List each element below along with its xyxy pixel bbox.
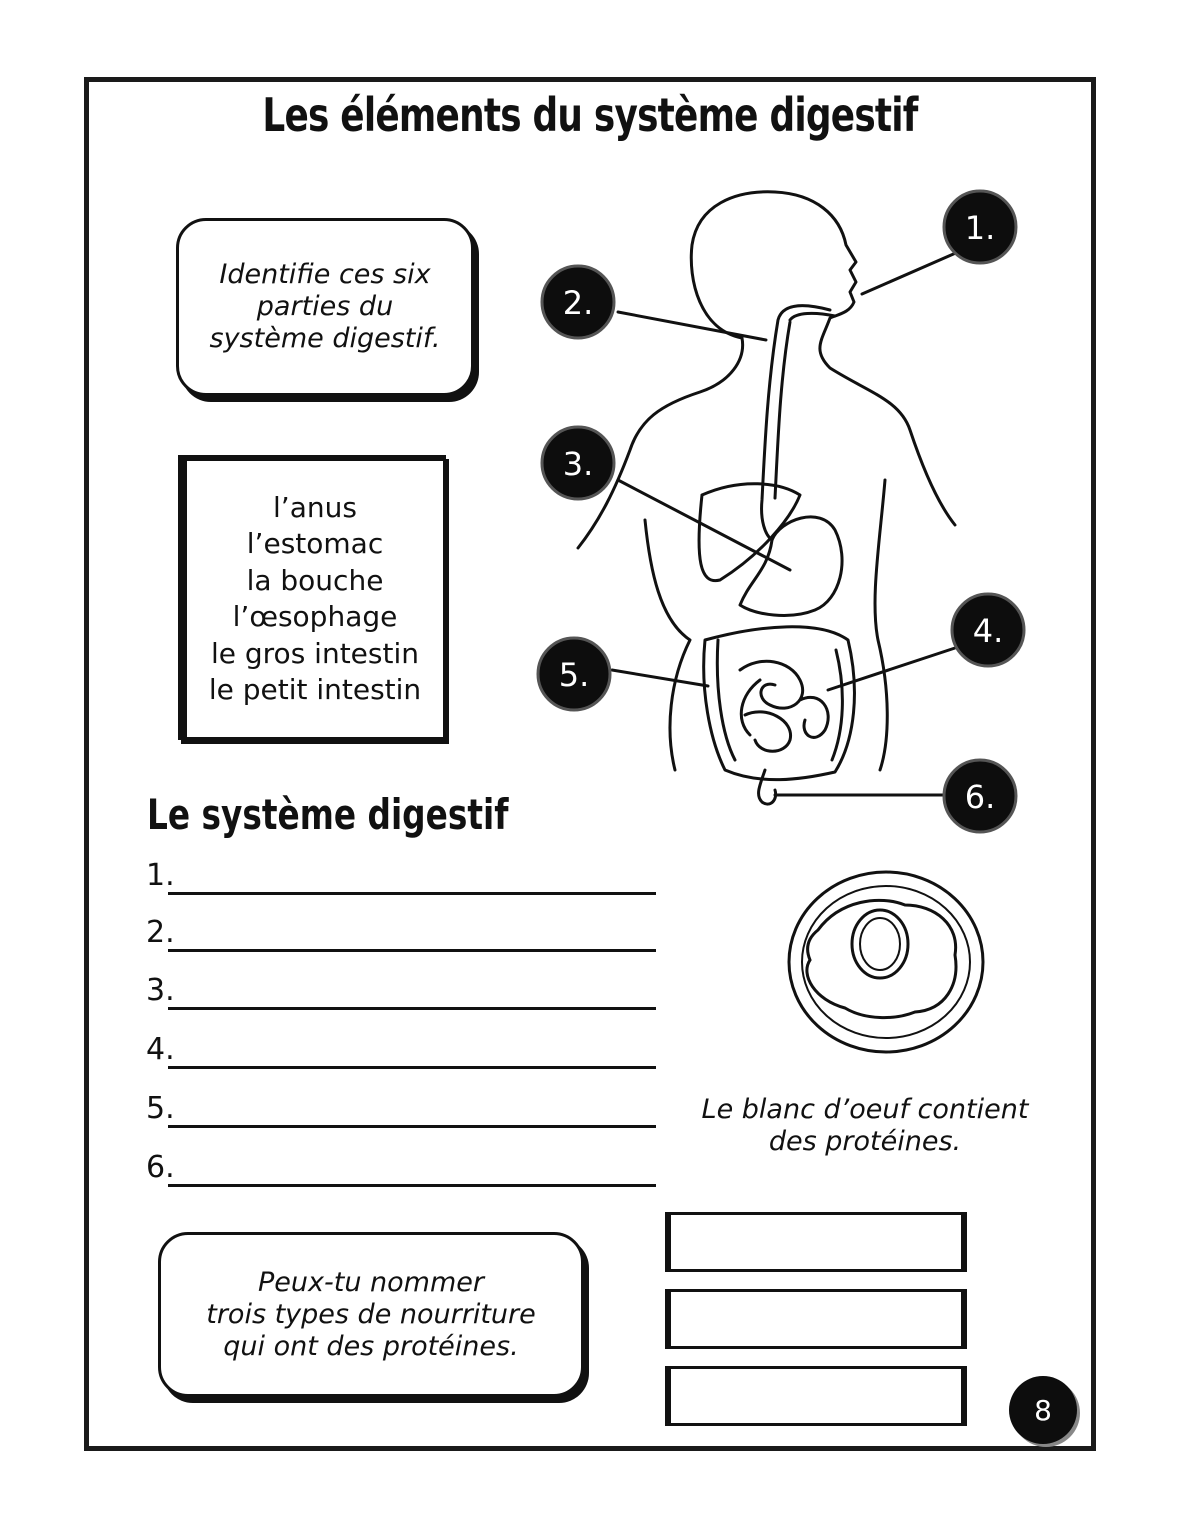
page-number: 8 (1009, 1376, 1077, 1444)
egg-caption-line: des protéines. (768, 1126, 962, 1157)
answer-row-5 (146, 1088, 656, 1128)
answer-number: 1. (146, 858, 175, 893)
small-intestine (740, 661, 828, 751)
answers-heading: Le système digestif (147, 790, 509, 839)
egg-caption-line: Le blanc d’oeuf contient (701, 1094, 1029, 1125)
label-bubble-2 (542, 266, 614, 338)
question-line: trois types de nourriture (206, 1298, 536, 1330)
diagram-label: 1. (964, 209, 996, 247)
answer-number: 5. (146, 1091, 175, 1126)
answer-number: 3. (146, 973, 175, 1008)
answer-row-4 (146, 1029, 656, 1069)
diagram-label: 2. (562, 284, 594, 322)
label-bubble-6 (944, 760, 1016, 832)
body-outline (691, 192, 955, 525)
word-bank-item: l’estomac (246, 527, 384, 560)
answer-line[interactable] (168, 1007, 656, 1010)
answer-line[interactable] (168, 949, 656, 952)
answer-number: 6. (146, 1150, 175, 1185)
page-title: Les éléments du système digestif (262, 88, 918, 142)
egg-plate-illustration (789, 872, 983, 1052)
diagram-label: 5. (558, 656, 590, 694)
word-bank-item: le gros intestin (210, 636, 420, 670)
diagram-label: 6. (964, 778, 996, 816)
question-box (158, 1232, 584, 1397)
instruction-line: système digestif. (209, 323, 441, 354)
label-bubble-4 (952, 594, 1024, 666)
instruction-line: parties du (256, 291, 394, 322)
answer-row-3 (146, 970, 656, 1010)
food-answer-box-3[interactable] (665, 1366, 967, 1426)
food-answer-box-1[interactable] (665, 1212, 967, 1272)
answer-line[interactable] (168, 892, 656, 895)
answer-row-1 (146, 855, 656, 895)
oesophagus (762, 306, 835, 540)
answer-line[interactable] (168, 1066, 656, 1069)
stomach (740, 517, 842, 616)
diagram-label: 3. (562, 445, 594, 483)
instruction-line: Identifie ces six (219, 259, 431, 290)
answer-line[interactable] (168, 1125, 656, 1128)
answer-row-6 (146, 1147, 656, 1187)
word-bank-item: l’œsophage (232, 600, 398, 633)
question-line: qui ont des protéines. (223, 1330, 519, 1362)
answer-number: 2. (146, 915, 175, 950)
answer-row-2 (146, 912, 656, 952)
rectum (759, 770, 776, 804)
answer-line[interactable] (168, 1184, 656, 1187)
label-bubble-3 (542, 427, 614, 499)
diagram-label: 4. (972, 612, 1004, 650)
answer-number: 4. (146, 1032, 175, 1067)
question-line: Peux-tu nommer (258, 1266, 484, 1298)
word-bank-item: l’anus (273, 490, 357, 524)
word-bank-item: la bouche (246, 563, 384, 597)
word-bank-item: le petit intestin (208, 673, 422, 706)
food-answer-box-2[interactable] (665, 1289, 967, 1349)
label-bubble-1 (944, 191, 1016, 263)
label-bubble-5 (538, 638, 610, 710)
egg-caption (660, 1094, 1070, 1158)
